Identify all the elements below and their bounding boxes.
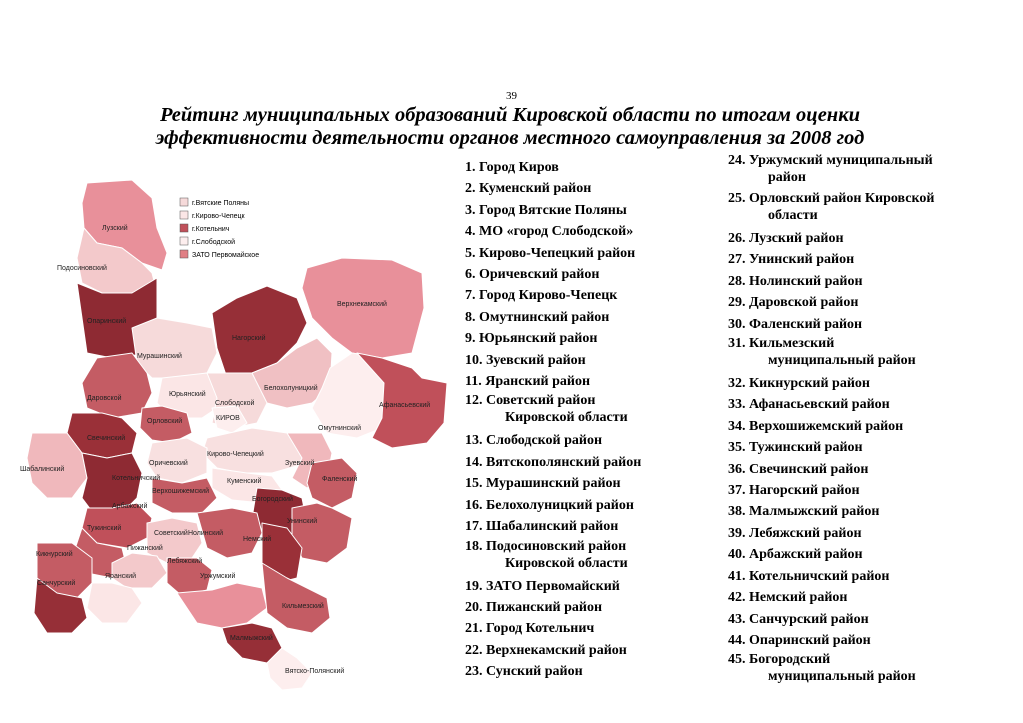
legend-swatch-zato <box>180 250 188 258</box>
ranking-item-text: 16. Белохолуницкий район <box>465 497 634 513</box>
ranking-list-left <box>465 157 725 683</box>
label-oparinsky: Опаринский <box>87 318 127 325</box>
ranking-item-text: 37. Нагорский район <box>728 483 860 499</box>
ranking-item <box>465 243 725 264</box>
ranking-item <box>728 459 1018 480</box>
ranking-item <box>728 609 1018 630</box>
label-yaransky: Яранский <box>105 573 137 580</box>
ranking-item-text: 18. Подосиновский район <box>465 538 627 554</box>
ranking-item-text: 11. Яранский район <box>465 374 591 390</box>
ranking-item <box>465 495 725 516</box>
ranking-item <box>728 587 1018 608</box>
ranking-item-text: 29. Даровской район <box>728 295 859 311</box>
ranking-item <box>728 630 1018 651</box>
ranking-item <box>728 566 1018 587</box>
ranking-item <box>465 221 725 242</box>
ranking-item-text: 7. Город Кирово-Чепецк <box>465 288 618 304</box>
ranking-item <box>465 597 725 618</box>
ranking-item <box>465 661 725 682</box>
ranking-item-continuation: области <box>768 208 818 223</box>
ranking-item <box>465 392 725 426</box>
ranking-item-text: 38. Малмыжский район <box>728 504 880 520</box>
ranking-item-text: 13. Слободской район <box>465 433 603 449</box>
label-unninsky: Унинский <box>287 518 318 525</box>
label-kilmezsky: Кильмезский <box>282 603 324 610</box>
ranking-item <box>465 430 725 451</box>
ranking-item-text: 4. МО «город Слободской» <box>465 224 634 240</box>
ranking-item-text: 17. Шабалинский район <box>465 519 619 535</box>
ranking-item <box>465 157 725 178</box>
ranking-item-text: 25. Орловский район Кировской <box>728 191 935 206</box>
district-yaransky[interactable] <box>87 583 142 623</box>
ranking-item-text: 28. Нолинский район <box>728 273 863 289</box>
ranking-item-text: 39. Лебяжский район <box>728 525 862 541</box>
ranking-item-text: 14. Вятскополянский район <box>465 454 642 470</box>
legend-swatch-kotelnich <box>180 224 188 232</box>
ranking-item-text: 21. Город Котельнич <box>465 621 595 637</box>
legend-label-kirovo-chepetsk: г.Кирово-Чепецк <box>192 213 245 220</box>
ranking-item <box>465 264 725 285</box>
ranking-item-text: 34. Верхошижемский район <box>728 418 904 434</box>
ranking-item-text: 15. Мурашинский район <box>465 476 621 492</box>
ranking-item-text: 40. Арбажский район <box>728 547 863 563</box>
label-darovskoy: Даровской <box>87 395 122 402</box>
ranking-item <box>728 651 1018 685</box>
label-malmyzhsky: Малмыжский <box>230 635 273 642</box>
ranking-item <box>728 335 1018 369</box>
label-kirovo-chepetsky: Кирово-Чепецкий <box>207 451 264 458</box>
ranking-list-right <box>728 152 1018 689</box>
page-title <box>60 104 960 150</box>
title-line-2: эффективности деятельности органов местного самоуправления за 2008 год <box>155 127 865 149</box>
ranking-item-text: 24. Уржумский муниципальный <box>728 153 933 168</box>
ranking-item-continuation: Кировской области <box>505 410 628 426</box>
legend-label-kotelnich: г.Котельнич <box>192 226 230 233</box>
legend-swatch-kirovo-chepetsk <box>180 211 188 219</box>
district-murashinsky[interactable] <box>132 318 217 378</box>
ranking-item-text: 6. Оричевский район <box>465 267 600 283</box>
ranking-item-text: 35. Тужинский район <box>728 440 863 456</box>
ranking-item <box>465 640 725 661</box>
ranking-item <box>465 371 725 392</box>
ranking-item-text: 30. Фаленский район <box>728 316 863 332</box>
ranking-item-text: 42. Немский район <box>728 590 848 606</box>
label-verkhnekamsky: Верхнекамский <box>337 301 387 308</box>
legend-swatch-vyatskie-polyany <box>180 198 188 206</box>
ranking-item <box>465 576 725 597</box>
ranking-item-text: 32. Кикнурский район <box>728 376 870 392</box>
ranking-item-continuation: муниципальный район <box>768 669 916 685</box>
ranking-item-text: 20. Пижанский район <box>465 599 603 615</box>
ranking-item-text: 1. Город Киров <box>465 160 559 175</box>
ranking-item-text: 9. Юрьянский район <box>465 331 598 347</box>
label-tuzhinsky: Тужинский <box>87 525 122 532</box>
label-nagorsky: Нагорский <box>232 335 266 342</box>
label-bogorodsky: Богородский <box>252 496 293 503</box>
ranking-item <box>728 480 1018 501</box>
ranking-item <box>728 271 1018 292</box>
label-arbazhsky: Арбажский <box>112 503 148 510</box>
ranking-item-text: 36. Свечинский район <box>728 461 869 477</box>
ranking-item-text: 22. Верхнекамский район <box>465 642 627 658</box>
legend-label-vyatskie-polyany: г.Вятские Поляны <box>192 200 250 207</box>
legend-swatch-slobodskoy <box>180 237 188 245</box>
label-falensky: Фаленский <box>322 476 358 483</box>
ranking-item <box>465 328 725 349</box>
label-nolinsky: Нолинский <box>188 530 224 537</box>
ranking-item <box>728 314 1018 335</box>
ranking-item-text: 26. Лузский район <box>728 231 844 246</box>
ranking-item <box>465 200 725 221</box>
ranking-item-continuation: район <box>768 170 806 185</box>
ranking-item-text: 43. Санчурский район <box>728 611 869 627</box>
label-kiknursky: Кикнурский <box>36 551 73 558</box>
region-map <box>12 178 452 693</box>
label-kotelnichsky: Котельничский <box>112 475 161 482</box>
label-lebyazhsky: Лебяжский <box>167 558 203 565</box>
ranking-item-text: 10. Зуевский район <box>465 352 586 368</box>
ranking-item <box>465 178 725 199</box>
ranking-item-text: 19. ЗАТО Первомайский <box>465 578 620 594</box>
ranking-item-text: 44. Опаринский район <box>728 632 871 648</box>
label-nemsky: Немский <box>243 536 272 543</box>
label-slobodskoy: Слободской <box>215 400 255 407</box>
label-sovetsky: Советский <box>154 530 188 537</box>
ranking-item-text: 45. Богородский <box>728 652 831 668</box>
ranking-item-text: 2. Куменский район <box>465 181 592 197</box>
label-shabalinsky: Шабалинский <box>20 466 65 473</box>
ranking-item-text: 23. Сунский район <box>465 664 583 680</box>
ranking-item <box>728 437 1018 458</box>
ranking-item <box>728 249 1018 270</box>
ranking-item <box>728 544 1018 565</box>
ranking-item-text: 41. Котельничский район <box>728 568 890 584</box>
ranking-item-text: 8. Омутнинский район <box>465 309 610 325</box>
district-verkhoshizhemsky[interactable] <box>152 478 217 513</box>
label-urzhumsky: Уржумский <box>200 573 236 580</box>
region-map-svg <box>12 178 452 693</box>
label-verkhoshizhemsky: Верхошижемский <box>152 488 209 495</box>
label-murashinsky: Мурашинский <box>137 353 182 360</box>
label-svechinsky: Свечинский <box>87 435 126 442</box>
label-pizhansky: Пижанский <box>127 545 163 552</box>
label-kirov: КИРОВ <box>216 415 240 422</box>
label-sanchursky: Санчурский <box>37 580 76 587</box>
ranking-item-text: 33. Афанасьевский район <box>728 397 890 413</box>
ranking-item <box>465 307 725 328</box>
ranking-item <box>728 394 1018 415</box>
legend-label-slobodskoy: г.Слободской <box>192 239 236 246</box>
label-omutninsky: Омутнинский <box>318 425 362 432</box>
ranking-item <box>728 190 1018 224</box>
label-orichevsky: Оричевский <box>149 460 188 467</box>
label-kumensky: Куменский <box>227 478 262 485</box>
label-podosinovsky: Подосиновский <box>57 265 107 272</box>
ranking-item <box>728 523 1018 544</box>
label-luzsky: Лузский <box>102 225 128 232</box>
ranking-item <box>728 416 1018 437</box>
legend-label-zato: ЗАТО Первомайское <box>192 252 260 259</box>
label-yuryansky: Юрьянский <box>169 391 206 398</box>
ranking-item <box>465 516 725 537</box>
ranking-item <box>728 292 1018 313</box>
ranking-item <box>465 473 725 494</box>
label-vyatsko-polyansky: Вятско-Полянский <box>285 668 345 675</box>
ranking-item <box>728 228 1018 249</box>
ranking-item <box>728 152 1018 186</box>
ranking-item <box>465 538 725 572</box>
ranking-item-text: 12. Советский район <box>465 393 596 409</box>
ranking-item <box>465 618 725 639</box>
page-number: 39 <box>506 90 517 102</box>
ranking-item-text: 3. Город Вятские Поляны <box>465 202 627 218</box>
ranking-item <box>728 373 1018 394</box>
ranking-item <box>728 501 1018 522</box>
ranking-item-text: 5. Кирово-Чепецкий район <box>465 245 636 261</box>
label-afanasyevsky: Афанасьевский <box>379 402 431 409</box>
ranking-item <box>465 350 725 371</box>
label-belokholunitsky: Белохолуницкий <box>264 385 318 392</box>
label-zuevsky: Зуевский <box>285 460 315 467</box>
ranking-item-continuation: Кировской области <box>505 555 628 571</box>
title-line-1: Рейтинг муниципальных образований Кировской области по итогам оценки <box>160 104 860 126</box>
map-legend <box>180 198 259 259</box>
ranking-item <box>465 452 725 473</box>
ranking-item-text: 31. Кильмезский <box>728 336 835 352</box>
ranking-item <box>465 285 725 306</box>
ranking-item-text: 27. Унинский район <box>728 252 855 268</box>
label-orlovsky: Орловский <box>147 418 183 425</box>
ranking-item-continuation: муниципальный район <box>768 353 916 369</box>
